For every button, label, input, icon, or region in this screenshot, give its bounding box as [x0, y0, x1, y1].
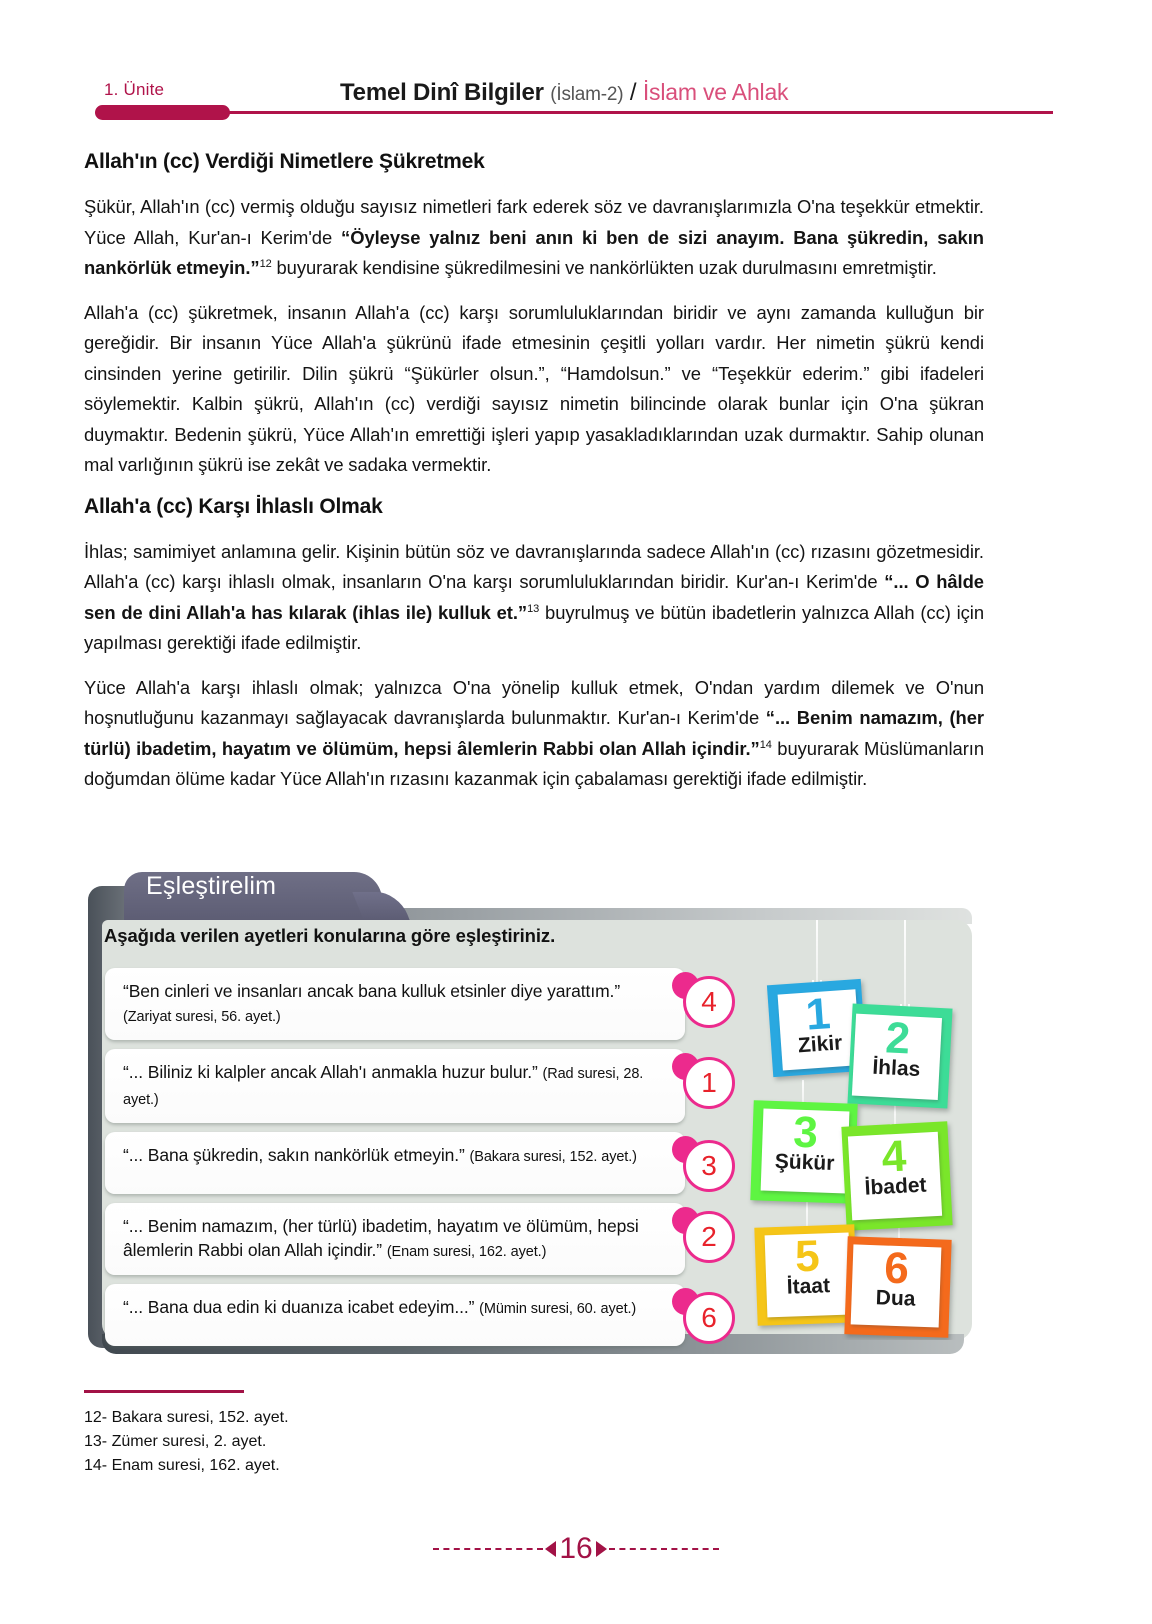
topic-card[interactable]: [844, 1236, 951, 1338]
topic-card-face: [778, 989, 861, 1070]
verse-quote: “... Biliniz ki kalpler ancak Allah'ı anmakla huzur bulur.”: [123, 1062, 543, 1082]
arrow-right-icon: [545, 1541, 556, 1557]
text-run: buyurarak Müslümanların doğumdan ölüme kadar Yüce Allah'ın rızasını kazanmak için çabalaması gerektiği ifade edilmiştir.: [84, 737, 985, 789]
answer-number: 3: [701, 1150, 717, 1181]
page-number: 16: [559, 1532, 593, 1565]
verse-text: [123, 979, 669, 1029]
verse-quote: “... Bana şükredin, sakın nankörlük etmeyin.”: [123, 1145, 470, 1165]
topic-card-number: 3: [792, 1107, 819, 1158]
verse-reference: (Mümin suresi, 60. ayet.): [479, 1301, 637, 1317]
unit-label: 1. Ünite: [104, 80, 165, 99]
section-heading: Allah'ın (cc) Verdiği Nimetlere Şükretmek: [84, 150, 485, 173]
answer-number: 1: [701, 1067, 717, 1098]
footnote-rule: [84, 1390, 244, 1393]
footnote-item: 14- Enam suresi, 162. ayet.: [84, 1456, 280, 1474]
hanging-string: [802, 1080, 804, 1104]
verse-reference: (Bakara suresi, 152. ayet.): [469, 1149, 637, 1165]
verse-reference: (Rad suresi, 28. ayet.): [123, 1066, 644, 1108]
topic-card-label: İbadet: [864, 1173, 928, 1200]
verse-card[interactable]: [105, 968, 717, 1040]
page-title: [340, 79, 788, 107]
quoted-verse: “Öyleyse yalnız beni anın ki ben de sizi anayım. Bana şükredin, sakın nankörlük etmeyin.”: [84, 226, 984, 278]
answer-circle[interactable]: [683, 1057, 735, 1109]
answer-circle[interactable]: [683, 1211, 735, 1263]
verse-card[interactable]: [105, 1203, 717, 1275]
answer-circle[interactable]: [683, 1292, 735, 1344]
text-run: Allah'a (cc) şükretmek, insanın Allah'a (cc) karşı sorumluluklarından biridir ve aynı zamanda kulluğun bir gereğidir. Bir insanın Yüce Allah'a şükrünü ifade etmesinin çeşitli yolları vardır. Her nimetin şükrü kendi cinsinden yerine getirilir. Dilin şükrü “Şükürler olsun.”, “Hamdolsun.” ve “Teşekkür ederim.” gibi ifadeleri söylemektir. Kalbin şükrü, Allah'ın (cc) verdiği sayısız nimetin bilincinde olarak bunlar için O'na şükran duymaktır. Bedenin şükrü, Yüce Allah'ın emrettiği işleri yapıp yasakladıklarından uzak durmaktır. Sahip olunan mal varlığının şükrü ise zekât ve sadaka vermektir.: [84, 301, 984, 475]
topic-card-face: [761, 1109, 850, 1194]
text-run: Şükür, Allah'ın (cc) vermiş olduğu sayısız nimetleri fark ederek söz ve davranışlarımızla O'na teşekkür etmektir. Yüce Allah, Kur'an-ı Kerim'de: [84, 196, 984, 248]
hanging-string: [816, 920, 818, 982]
verse-card[interactable]: [105, 1132, 717, 1194]
topic-card-number: 5: [794, 1231, 821, 1282]
footnote-marker: 12: [259, 257, 272, 270]
topic-card[interactable]: [750, 1100, 857, 1204]
topic-card[interactable]: [847, 1003, 952, 1108]
activity-tab-label: Eşleştirelim: [146, 872, 277, 900]
hanging-string: [904, 920, 906, 1006]
footnote-item: 12- Bakara suresi, 152. ayet.: [84, 1408, 289, 1426]
topic-card-label: Dua: [875, 1286, 916, 1311]
answer-number: 2: [701, 1221, 717, 1252]
topic-card-label: İtaat: [786, 1273, 831, 1299]
title-main: Temel Dinî Bilgiler: [340, 79, 544, 106]
quoted-verse: “... O hâlde sen de dini Allah'a has kılarak (ihlas ile) kulluk et.”: [84, 571, 984, 623]
footnotes: [84, 1390, 584, 1478]
quoted-verse: “... Benim namazım, (her türlü) ibadetim, hayatım ve ölümüm, hepsi âlemlerin Rabbi olan Allah içindir.”: [84, 707, 984, 759]
footnote-item: 13- Zümer suresi, 2. ayet.: [84, 1432, 267, 1450]
title-subtitle: (İslam-2): [550, 84, 624, 105]
verse-text: [123, 1214, 669, 1264]
answer-number: 4: [701, 986, 717, 1017]
topic-card-label: Zikir: [797, 1031, 844, 1058]
body-paragraph: [84, 298, 984, 481]
verse-quote: “... Benim namazım, (her türlü) ibadetim, hayatım ve ölümüm, hepsi âlemlerin Rabbi olan Allah içindir.”: [123, 1216, 639, 1260]
body-paragraph: [84, 192, 984, 284]
text-run: buyrulmuş ve bütün ibadetlerin yalnızca Allah (cc) için yapılması gerektiği ifade edilmiştir.: [84, 601, 984, 653]
verse-reference: (Enam suresi, 162. ayet.): [386, 1244, 547, 1260]
dashed-line-right: [609, 1548, 719, 1550]
topic-card-face: [765, 1232, 852, 1317]
page-footer: [0, 1534, 1152, 1564]
footnote-marker: 14: [759, 738, 772, 751]
hanging-string: [806, 1200, 808, 1228]
topic-card-face: [851, 1244, 942, 1327]
body-paragraph: [84, 537, 984, 659]
verse-text: [123, 1060, 669, 1112]
activity-instruction: Aşağıda verilen ayetleri konularına göre eşleştiriniz.: [104, 925, 556, 946]
title-accent: İslam ve Ahlak: [642, 79, 789, 105]
article-content: [84, 140, 984, 809]
arrow-left-icon: [596, 1541, 607, 1557]
topic-card-face: [852, 1014, 942, 1100]
topic-card[interactable]: [754, 1224, 857, 1325]
body-paragraph: [84, 673, 984, 795]
verse-reference: (Zariyat suresi, 56. ayet.): [123, 1009, 281, 1025]
verse-quote: “Ben cinleri ve insanları ancak bana kulluk etsinler diye yarattım.”: [123, 981, 621, 1001]
text-run: buyurarak kendisine şükredilmesini ve nankörlükten uzak durulmasını emretmiştir.: [271, 257, 937, 278]
footnote-marker: 13: [527, 602, 540, 615]
verse-text: [123, 1295, 669, 1321]
topic-card[interactable]: [841, 1121, 952, 1230]
topic-card-number: 2: [884, 1013, 912, 1064]
text-run: Yüce Allah'a karşı ihlaslı olmak; yalnızca O'na yönelip kulluk etmek, O'ndan yardım dilemek ve O'nun hoşnutluğunu kazanmayı sağlayacak davranışlarda bulunmaktır. Kur'an-ı Kerim'de: [84, 676, 984, 728]
topic-card-number: 1: [804, 989, 832, 1040]
answer-circle[interactable]: [683, 976, 735, 1028]
dashed-line-left: [433, 1548, 543, 1550]
text-run: İhlas; samimiyet anlamına gelir. Kişinin bütün söz ve davranışlarında sadece Allah'ın (cc) rızasını gözetmesidir. Allah'a (cc) karşı ihlaslı olmak, insanların O'na karşı sorumluluklarından biridir. Kur'an-ı Kerim'de: [84, 540, 984, 592]
verse-text: [123, 1143, 669, 1169]
verse-card[interactable]: [105, 1049, 717, 1123]
answer-number: 6: [701, 1302, 717, 1333]
verse-card[interactable]: [105, 1284, 717, 1346]
section-heading: Allah'a (cc) Karşı İhlaslı Olmak: [84, 494, 383, 518]
title-separator: /: [629, 79, 637, 106]
answer-circle[interactable]: [683, 1140, 735, 1192]
topic-card-face: [848, 1132, 942, 1221]
topic-card-label: İhlas: [871, 1055, 921, 1081]
verse-card-list: [105, 968, 717, 1355]
page-header: [0, 0, 1152, 130]
header-rule: [98, 111, 1053, 114]
verse-quote: “... Bana dua edin ki duanıza icabet edeyim...”: [123, 1297, 480, 1317]
topic-card-number: 6: [883, 1243, 910, 1294]
header-rule-cap: [95, 105, 230, 120]
topic-card-label: Şükür: [774, 1149, 835, 1175]
topic-card-number: 4: [880, 1131, 908, 1182]
